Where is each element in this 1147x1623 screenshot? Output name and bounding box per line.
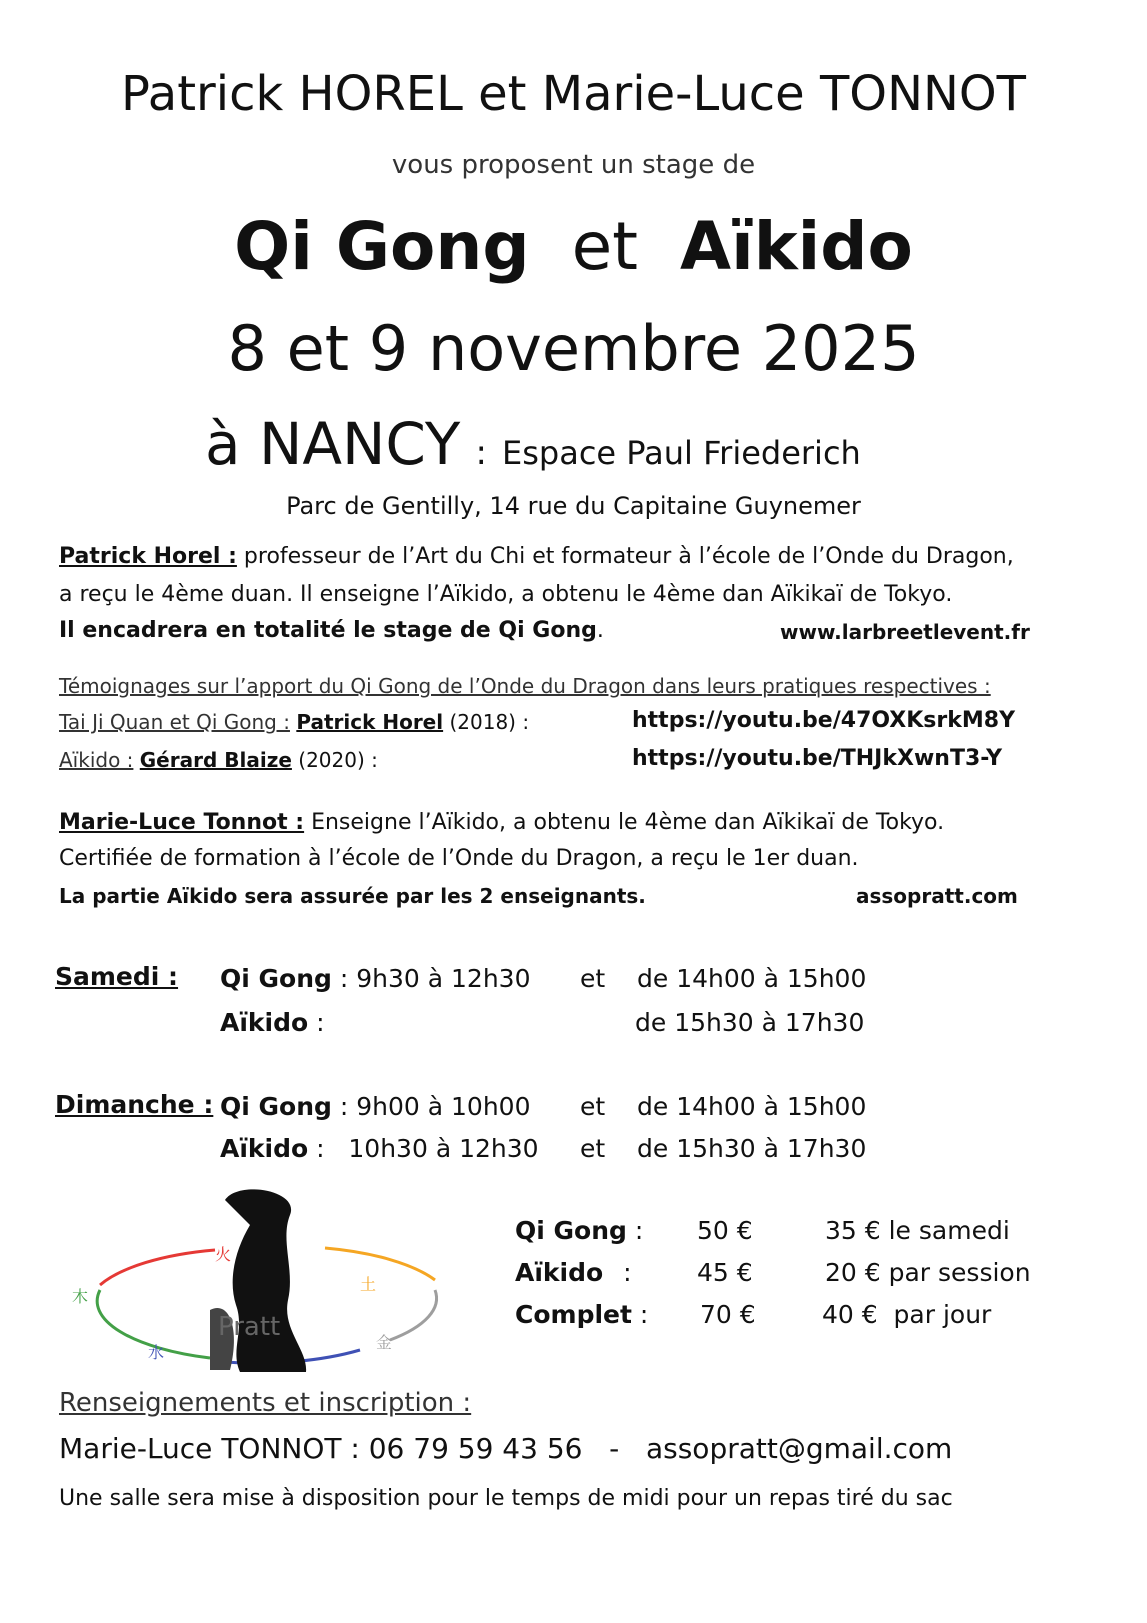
- horel-bio-3-end: .: [596, 618, 604, 643]
- venue: Espace Paul Friederich: [502, 434, 861, 472]
- price-colon: :: [639, 1300, 649, 1329]
- testimonial-row: [59, 710, 529, 734]
- horel-bio-1: professeur de l’Art du Chi et formateur à l’école de l’Onde du Dragon,: [236, 544, 1014, 569]
- title-qigong: Qi Gong: [234, 208, 530, 285]
- price-value: 50 €: [697, 1216, 753, 1245]
- tonnot-website[interactable]: assopratt.com: [856, 884, 1018, 908]
- organizers-title: Patrick HOREL et Marie-Luce TONNOT: [121, 66, 1026, 122]
- horel-website[interactable]: www.larbreetlevent.fr: [780, 620, 1030, 644]
- testimonial-row: [59, 748, 378, 772]
- address: Parc de Gentilly, 14 rue du Capitaine Guynemer: [286, 492, 861, 520]
- testimonial-discipline: Aïkido :: [59, 748, 134, 772]
- price-reduced: 35 € le samedi: [825, 1216, 1010, 1245]
- saturday-qigong-am: : 9h30 à 12h30: [339, 964, 531, 993]
- sunday-qigong-pm: de 14h00 à 15h00: [637, 1092, 867, 1121]
- city-colon: :: [475, 433, 487, 473]
- proposal-line: vous proposent un stage de: [391, 150, 756, 180]
- saturday-aikido-colon: :: [316, 1008, 325, 1037]
- sunday-qigong-row: [220, 1092, 531, 1121]
- saturday-qigong-pm: de 14h00 à 15h00: [637, 964, 867, 993]
- tonnot-bio-3: La partie Aïkido sera assurée par les 2 enseignants.: [59, 884, 646, 908]
- horel-bio-2: a reçu le 4ème duan. Il enseigne l’Aïkido, a obtenu le 4ème dan Aïkikaï de Tokyo.: [59, 582, 953, 607]
- title-et: et: [571, 208, 639, 285]
- saturday-aikido-row: [220, 1008, 325, 1037]
- price-label: Complet: [515, 1300, 632, 1329]
- price-colon: :: [623, 1258, 632, 1287]
- price-row: [515, 1300, 648, 1329]
- horel-name: Patrick Horel :: [59, 544, 237, 569]
- logo-char-metal: 金: [376, 1333, 393, 1352]
- sunday-aikido-pm: de 15h30 à 17h30: [637, 1134, 867, 1163]
- sunday-aikido-et: et: [580, 1134, 606, 1163]
- event-dates: 8 et 9 novembre 2025: [227, 312, 920, 385]
- logo-text: Pratt: [218, 1312, 281, 1342]
- pratt-logo: [60, 1180, 450, 1380]
- contact-line: Marie-Luce TONNOT : 06 79 59 43 56 - assopratt@gmail.com: [59, 1432, 953, 1465]
- testimonial-link-2[interactable]: https://youtu.be/THJkXwnT3-Y: [632, 746, 1003, 771]
- saturday-qigong-label: Qi Gong: [220, 964, 332, 993]
- testimonial-person: Gérard Blaize: [139, 748, 292, 772]
- sunday-qigong-label: Qi Gong: [220, 1092, 332, 1121]
- price-row: [515, 1216, 643, 1245]
- testimonial-year: (2020) :: [298, 748, 378, 772]
- saturday-qigong-row: [220, 964, 531, 993]
- logo-char-water: 水: [148, 1343, 165, 1362]
- price-reduced: 40 € par jour: [822, 1300, 992, 1329]
- tonnot-bio-1: Enseigne l’Aïkido, a obtenu le 4ème dan Aïkikaï de Tokyo.: [304, 810, 945, 835]
- sunday-aikido-label: Aïkido: [220, 1134, 309, 1163]
- price-value: 45 €: [697, 1258, 753, 1287]
- logo-char-fire: 火: [215, 1245, 232, 1264]
- sunday-aikido-row: [220, 1134, 539, 1163]
- horel-bio-3: Il encadrera en totalité le stage de Qi Gong: [59, 618, 597, 643]
- event-title: [0, 208, 1147, 285]
- logo-char-wood: 木: [72, 1287, 89, 1306]
- price-value: 70 €: [700, 1300, 756, 1329]
- sunday-aikido-am: : 10h30 à 12h30: [316, 1134, 539, 1163]
- location-line: [205, 410, 861, 478]
- testimonial-person: Patrick Horel: [296, 710, 444, 734]
- schedule-day-sunday: Dimanche :: [55, 1090, 214, 1119]
- title-aikido: Aïkido: [680, 208, 913, 285]
- testimonials-heading: Témoignages sur l’apport du Qi Gong de l’Onde du Dragon dans leurs pratiques respectives :: [59, 674, 991, 698]
- sunday-qigong-et: et: [580, 1092, 606, 1121]
- testimonial-discipline: Tai Ji Quan et Qi Gong :: [59, 710, 290, 734]
- horel-line-1: [59, 544, 1014, 569]
- saturday-aikido-pm: de 15h30 à 17h30: [635, 1008, 865, 1037]
- tonnot-name: Marie-Luce Tonnot :: [59, 810, 305, 835]
- saturday-qigong-et: et: [580, 964, 606, 993]
- schedule-day-saturday: Samedi :: [55, 962, 179, 991]
- testimonial-year: (2018) :: [449, 710, 530, 734]
- tonnot-bio-2: Certifiée de formation à l’école de l’Onde du Dragon, a reçu le 1er duan.: [59, 846, 859, 871]
- tonnot-line-1: [59, 810, 944, 835]
- price-row: [515, 1258, 632, 1287]
- testimonial-link-1[interactable]: https://youtu.be/47OXKsrkM8Y: [632, 708, 1016, 733]
- price-label: Aïkido: [515, 1258, 604, 1287]
- price-colon: :: [634, 1216, 644, 1245]
- price-reduced: 20 € par session: [825, 1258, 1031, 1287]
- city: à NANCY: [205, 410, 461, 478]
- contact-heading: Renseignements et inscription :: [59, 1388, 472, 1418]
- sunday-qigong-am: : 9h00 à 10h00: [339, 1092, 531, 1121]
- saturday-aikido-label: Aïkido: [220, 1008, 309, 1037]
- contact-note: Une salle sera mise à disposition pour le temps de midi pour un repas tiré du sac: [59, 1486, 953, 1511]
- logo-char-earth: 土: [360, 1275, 377, 1294]
- price-label: Qi Gong: [515, 1216, 627, 1245]
- horel-line-3: [59, 618, 604, 643]
